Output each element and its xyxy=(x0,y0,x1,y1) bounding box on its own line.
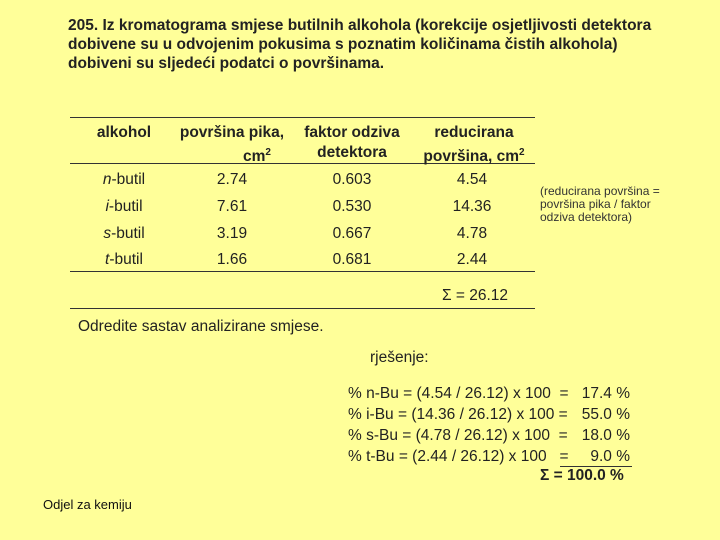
header-reduced-line1: reducirana xyxy=(434,124,514,141)
row-reduced: 2.44 xyxy=(456,251,488,268)
row-reduced: 4.54 xyxy=(456,171,488,188)
table-bottom-rule xyxy=(70,308,535,309)
row-name: -butil xyxy=(111,171,146,188)
header-area-sup: 2 xyxy=(265,147,271,158)
header-area-line2 xyxy=(172,143,292,167)
header-area xyxy=(172,123,292,167)
row-alcohol xyxy=(84,251,164,269)
header-reduced xyxy=(414,123,534,167)
header-area-line1: površina pika, xyxy=(179,124,285,141)
row-factor: 0.667 xyxy=(332,225,372,242)
reduced-area-note: (reducirana površina = površina pika / faktor odziva detektora) xyxy=(540,184,660,224)
header-factor xyxy=(296,123,408,163)
problem-number: 205. xyxy=(68,17,99,34)
row-factor: 0.603 xyxy=(332,171,372,188)
table-body-rule xyxy=(70,271,535,272)
row-factor: 0.530 xyxy=(332,198,372,215)
header-reduced-unit: površina, cm xyxy=(423,148,520,166)
header-reduced-line2 xyxy=(414,143,534,167)
solution-expr: % i-Bu = (14.36 / 26.12) x 100 = xyxy=(348,406,568,423)
row-alcohol xyxy=(84,171,164,189)
solution-expr: % n-Bu = (4.54 / 26.12) x 100 = xyxy=(348,385,569,402)
header-reduced-sup: 2 xyxy=(519,147,525,158)
solution-result: 55.0 % xyxy=(581,406,630,423)
row-factor: 0.681 xyxy=(332,251,372,268)
header-factor-line1: faktor odziva xyxy=(304,124,400,141)
row-name: -butil xyxy=(108,198,143,215)
solution-expr: % t-Bu = (2.44 / 26.12) x 100 = xyxy=(348,448,569,465)
question-text: Odredite sastav analizirane smjese. xyxy=(78,318,324,335)
solution-line xyxy=(348,427,630,445)
solution-line xyxy=(348,448,630,466)
row-alcohol xyxy=(84,225,164,243)
footer-department: Odjel za kemiju xyxy=(43,497,132,512)
row-name: -butil xyxy=(109,251,143,268)
row-area: 2.74 xyxy=(216,171,248,188)
row-prefix: i xyxy=(105,198,109,215)
row-name: -butil xyxy=(111,225,145,242)
solution-expr: % s-Bu = (4.78 / 26.12) x 100 = xyxy=(348,427,568,444)
solution-result: 17.4 % xyxy=(581,385,630,402)
solution-result: 9.0 % xyxy=(590,448,630,465)
header-area-unit: cm xyxy=(243,148,266,166)
row-alcohol xyxy=(84,198,164,216)
row-reduced: 4.78 xyxy=(456,225,488,242)
header-factor-line2: detektora xyxy=(317,144,387,161)
solution-result: 18.0 % xyxy=(581,427,630,444)
problem-body: Iz kromatograma smjese butilnih alkohola (korekcije osjetljivosti detektora dobivene su u odvojenim pokusima s poznatim količinama čistih alkohola) dobiveni su sljedeći podatci o površinama. xyxy=(68,17,652,72)
header-alkohol: alkohol xyxy=(96,124,152,141)
row-area: 7.61 xyxy=(216,198,248,215)
row-prefix: n xyxy=(102,171,112,188)
row-area: 3.19 xyxy=(216,225,248,242)
row-prefix: t xyxy=(105,251,110,268)
solution-line xyxy=(348,385,630,403)
row-reduced: 14.36 xyxy=(452,198,492,215)
solution-line xyxy=(348,406,630,424)
table-top-rule xyxy=(70,117,535,118)
solution-total: Σ = 100.0 % xyxy=(540,467,624,484)
row-area: 1.66 xyxy=(216,251,248,268)
problem-text xyxy=(68,16,668,73)
table-sum: Σ = 26.12 xyxy=(441,287,509,304)
solution-title: rješenje: xyxy=(370,349,429,366)
row-prefix: s xyxy=(103,225,112,242)
